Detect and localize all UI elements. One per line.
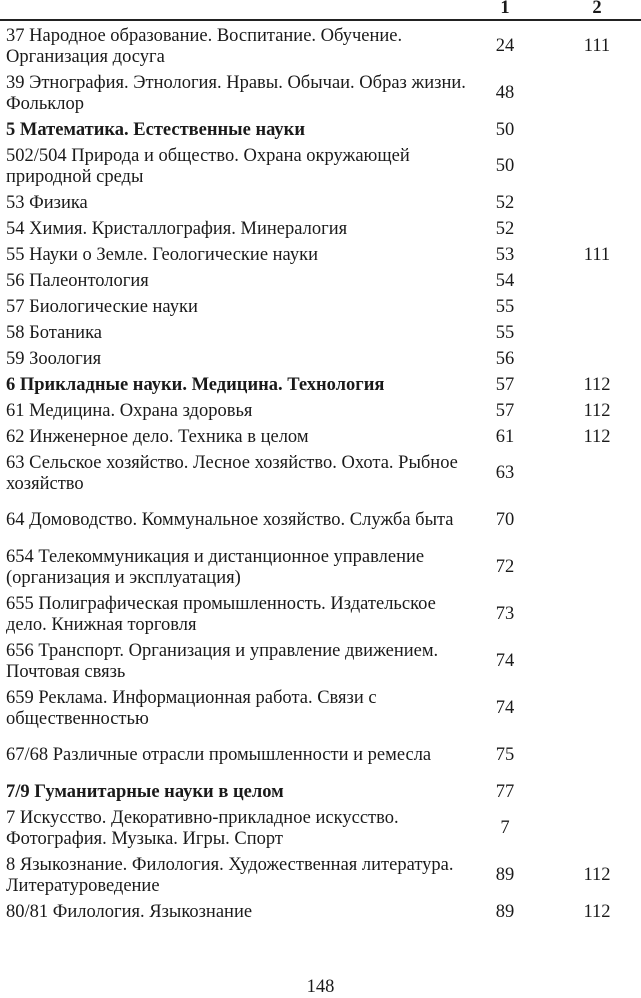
row-title: 5 Математика. Естественные науки	[6, 119, 305, 140]
row-title: 64 Домоводство. Коммунальное хозяйство. Служба быта	[6, 510, 454, 530]
row-value-1: 52	[495, 218, 515, 239]
row-title: 58 Ботаника	[6, 322, 102, 343]
table-row	[0, 320, 641, 346]
row-value-1: 24	[495, 36, 515, 56]
row-value-1: 54	[495, 270, 515, 291]
row-title: 7 Искусство. Декоративно-прикладное искусство. Фотография. Музыка. Игры. Спорт	[6, 807, 399, 849]
table-row	[0, 117, 641, 143]
table-row	[0, 899, 641, 925]
row-title: 59 Зоология	[6, 348, 102, 369]
row-title: 6 Прикладные науки. Медицина. Технология	[6, 374, 385, 395]
row-value-1: 57	[495, 400, 515, 421]
table-row	[0, 294, 641, 320]
table-row	[0, 732, 641, 779]
row-title: 55 Науки о Земле. Геологические науки	[6, 244, 318, 265]
row-value-1: 53	[495, 244, 515, 265]
row-value-1: 50	[495, 119, 515, 140]
table-row	[0, 23, 641, 70]
table-row	[0, 779, 641, 805]
row-value-2: 111	[583, 36, 611, 56]
row-value-2: 112	[583, 865, 611, 885]
row-value-1: 55	[495, 322, 515, 343]
row-value-1: 72	[495, 557, 515, 577]
table-row	[0, 372, 641, 398]
row-value-1: 63	[495, 463, 515, 483]
row-value-1: 48	[495, 83, 515, 103]
row-title: 56 Палеонтология	[6, 270, 149, 291]
table-row	[0, 805, 641, 852]
row-title: 80/81 Филология. Языкознание	[6, 901, 253, 922]
row-value-1: 57	[495, 374, 515, 395]
row-title: 57 Биологические науки	[6, 296, 198, 317]
row-title: 654 Телекоммуникация и дистанционное управление (организация и эксплуатация)	[6, 546, 425, 588]
row-value-2: 112	[583, 400, 611, 421]
index-table	[0, 23, 641, 925]
row-title: 8 Языкознание. Филология. Художественная литература. Литературоведение	[6, 854, 454, 896]
table-row	[0, 190, 641, 216]
table-row	[0, 852, 641, 899]
row-title: 67/68 Различные отрасли промышленности и ремесла	[6, 745, 432, 765]
table-header	[0, 0, 641, 21]
row-value-1: 75	[495, 745, 515, 765]
row-title: 62 Инженерное дело. Техника в целом	[6, 426, 309, 447]
row-title: 7/9 Гуманитарные науки в целом	[6, 781, 284, 802]
row-title: 63 Сельское хозяйство. Лесное хозяйство. Охота. Рыбное хозяйство	[6, 452, 458, 494]
row-value-1: 73	[495, 604, 515, 624]
table-row	[0, 424, 641, 450]
row-title: 659 Реклама. Информационная работа. Связи с общественностью	[6, 687, 377, 729]
row-value-1: 56	[495, 348, 515, 369]
table-row	[0, 591, 641, 638]
table-row	[0, 70, 641, 117]
row-title: 655 Полиграфическая промышленность. Издательское дело. Книжная торговля	[6, 593, 436, 635]
row-value-1: 89	[495, 865, 515, 885]
row-value-1: 52	[495, 192, 515, 213]
row-title: 53 Физика	[6, 192, 88, 213]
row-title: 39 Этнография. Этнология. Нравы. Обычаи. Образ жизни. Фольклор	[6, 72, 466, 114]
table-row	[0, 346, 641, 372]
row-value-1: 7	[500, 818, 510, 838]
column-header-1: 1	[500, 0, 510, 18]
table-row	[0, 497, 641, 544]
table-row	[0, 216, 641, 242]
row-value-2: 112	[583, 901, 611, 922]
row-value-1: 55	[495, 296, 515, 317]
row-value-1: 74	[495, 651, 515, 671]
table-row	[0, 143, 641, 190]
table-row	[0, 450, 641, 497]
row-value-1: 50	[495, 156, 515, 176]
row-title: 54 Химия. Кристаллография. Минералогия	[6, 218, 348, 239]
table-row	[0, 685, 641, 732]
row-value-1: 61	[495, 426, 515, 447]
table-row	[0, 638, 641, 685]
table-row	[0, 242, 641, 268]
row-title: 61 Медицина. Охрана здоровья	[6, 400, 253, 421]
row-title: 502/504 Природа и общество. Охрана окружающей природной среды	[6, 145, 410, 187]
row-value-2: 111	[583, 244, 611, 265]
table-row	[0, 268, 641, 294]
table-row	[0, 398, 641, 424]
row-value-1: 89	[495, 901, 515, 922]
page-number: 148	[306, 977, 335, 997]
row-value-1: 77	[495, 781, 515, 802]
column-header-2: 2	[592, 0, 602, 18]
row-value-1: 74	[495, 698, 515, 718]
row-title: 656 Транспорт. Организация и управление движением. Почтовая связь	[6, 640, 439, 682]
row-value-1: 70	[495, 510, 515, 530]
row-value-2: 112	[583, 426, 611, 447]
row-value-2: 112	[583, 374, 611, 395]
table-row	[0, 544, 641, 591]
row-title: 37 Народное образование. Воспитание. Обучение. Организация досуга	[6, 25, 403, 67]
